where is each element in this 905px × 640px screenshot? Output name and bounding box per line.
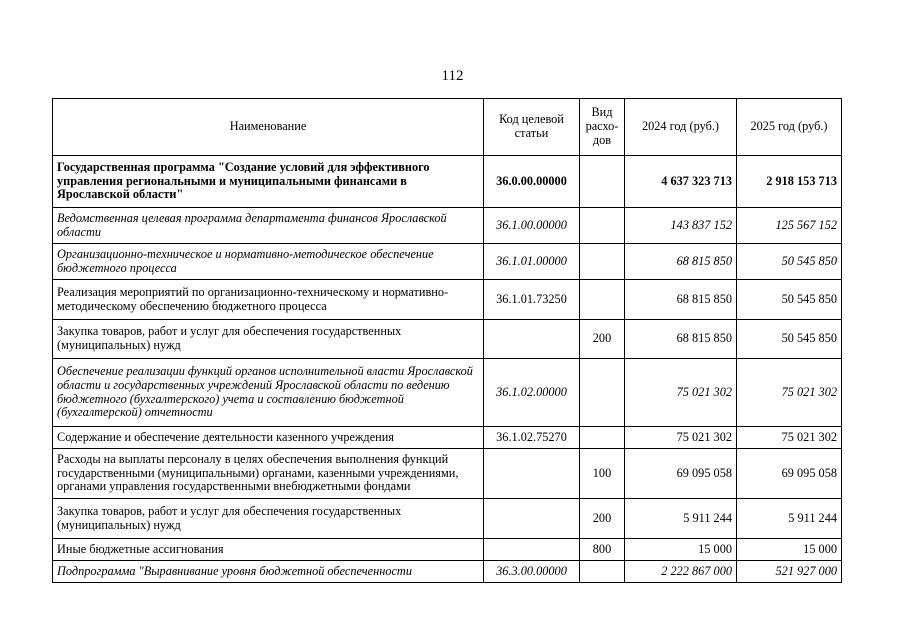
cell-kind [580,244,625,280]
cell-amount-2025: 50 545 850 [737,320,842,359]
cell-amount-2025: 69 095 058 [737,449,842,499]
cell-name: Организационно-техническое и нормативно-методическое обеспечение бюджетного процесса [53,244,484,280]
cell-code: 36.1.00.00000 [484,208,580,244]
cell-amount-2025: 125 567 152 [737,208,842,244]
cell-code: 36.1.01.73250 [484,280,580,320]
cell-name: Содержание и обеспечение деятельности казенного учреждения [53,427,484,449]
table-row [53,359,842,427]
cell-kind: 200 [580,320,625,359]
table-row [53,499,842,539]
page-number: 112 [441,68,464,84]
cell-amount-2025: 521 927 000 [737,561,842,583]
cell-amount-2024: 68 815 850 [625,280,737,320]
cell-code [484,539,580,561]
cell-amount-2025: 15 000 [737,539,842,561]
cell-kind: 100 [580,449,625,499]
cell-code [484,449,580,499]
table-row [53,244,842,280]
cell-kind [580,359,625,427]
cell-code: 36.3.00.00000 [484,561,580,583]
cell-amount-2024: 75 021 302 [625,427,737,449]
table-body [53,156,842,583]
cell-amount-2024: 2 222 867 000 [625,561,737,583]
table-row [53,320,842,359]
cell-name: Реализация мероприятий по организационно-техническому и нормативно-методическому обеспечению бюджетного процесса [53,280,484,320]
cell-amount-2024: 69 095 058 [625,449,737,499]
cell-name: Расходы на выплаты персоналу в целях обеспечения выполнения функций государственными (муниципальными) органами, казенными учреждениями, органами управления государственными внебюджетными фондами [53,449,484,499]
table-header-row [53,99,842,156]
header-year-2024: 2024 год (руб.) [625,99,737,156]
cell-amount-2024: 75 021 302 [625,359,737,427]
cell-code: 36.1.02.00000 [484,359,580,427]
cell-amount-2025: 50 545 850 [737,280,842,320]
cell-code: 36.0.00.00000 [484,156,580,208]
cell-name: Ведомственная целевая программа департамента финансов Ярославской области [53,208,484,244]
table-row [53,208,842,244]
cell-kind [580,280,625,320]
table-row [53,427,842,449]
cell-name: Подпрограмма "Выравнивание уровня бюджетной обеспеченности [53,561,484,583]
cell-amount-2025: 75 021 302 [737,359,842,427]
table-row [53,280,842,320]
cell-kind [580,208,625,244]
budget-table [52,98,842,583]
cell-amount-2025: 75 021 302 [737,427,842,449]
header-year-2025: 2025 год (руб.) [737,99,842,156]
cell-name: Обеспечение реализации функций органов исполнительной власти Ярославской области и государственных учреждений Ярославской области по ведению бюджетного (бухгалтерского) учета и составлению бюджетной (бухгалтерской) отчетности [53,359,484,427]
cell-code [484,499,580,539]
cell-amount-2024: 5 911 244 [625,499,737,539]
cell-kind [580,427,625,449]
cell-kind: 800 [580,539,625,561]
cell-amount-2025: 2 918 153 713 [737,156,842,208]
cell-amount-2024: 68 815 850 [625,244,737,280]
cell-amount-2024: 143 837 152 [625,208,737,244]
cell-code: 36.1.02.75270 [484,427,580,449]
cell-amount-2024: 4 637 323 713 [625,156,737,208]
table-row [53,156,842,208]
cell-kind [580,561,625,583]
cell-kind: 200 [580,499,625,539]
table-row [53,539,842,561]
header-kind: Вид расхо- дов [580,99,625,156]
cell-amount-2025: 50 545 850 [737,244,842,280]
cell-code [484,320,580,359]
header-name: Наименование [53,99,484,156]
table-row [53,561,842,583]
cell-amount-2025: 5 911 244 [737,499,842,539]
cell-name: Государственная программа "Создание условий для эффективного управления региональными и муниципальными финансами в Ярославской области" [53,156,484,208]
cell-code: 36.1.01.00000 [484,244,580,280]
cell-name: Закупка товаров, работ и услуг для обеспечения государственных (муниципальных) нужд [53,499,484,539]
cell-amount-2024: 15 000 [625,539,737,561]
table-row [53,449,842,499]
cell-kind [580,156,625,208]
header-code: Код целевой статьи [484,99,580,156]
cell-name: Закупка товаров, работ и услуг для обеспечения государственных (муниципальных) нужд [53,320,484,359]
cell-amount-2024: 68 815 850 [625,320,737,359]
cell-name: Иные бюджетные ассигнования [53,539,484,561]
